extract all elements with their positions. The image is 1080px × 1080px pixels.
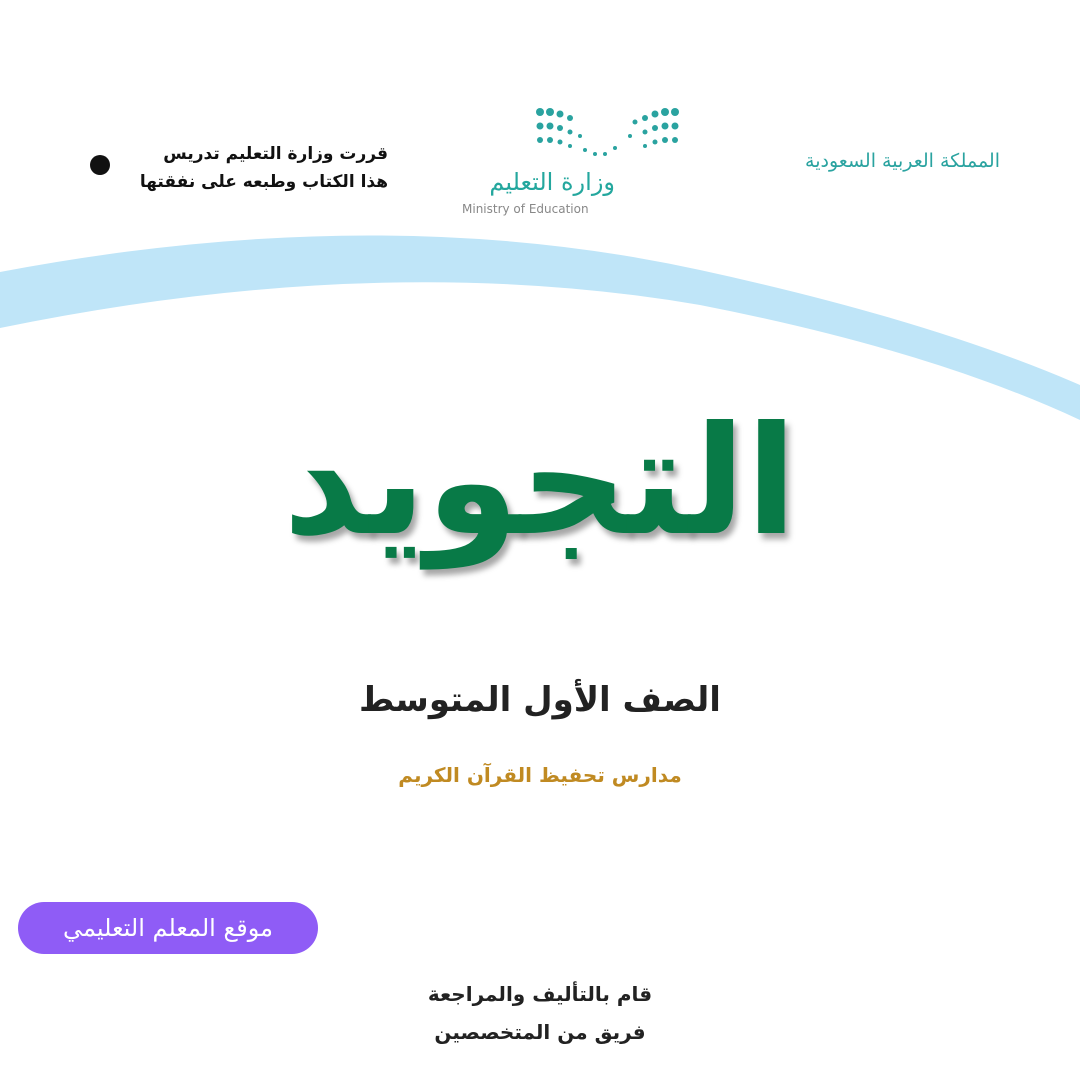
ministry-name-english: Ministry of Education [462, 202, 589, 216]
grade-level: الصف الأول المتوسط [359, 680, 721, 720]
book-title: التجويد [282, 395, 798, 569]
decree-line-2: هذا الكتاب وطبعه على نفقتها [139, 172, 388, 192]
credits [0, 975, 1080, 1051]
credits-line-1: قام بالتأليف والمراجعة [427, 982, 653, 1006]
decree-text [118, 140, 388, 196]
school-type: مدارس تحفيظ القرآن الكريم [398, 763, 682, 787]
bullet-dot [90, 155, 110, 175]
kingdom-name: المملكة العربية السعودية [805, 150, 1000, 172]
website-badge[interactable]: موقع المعلم التعليمي [18, 902, 318, 954]
credits-line-2: فريق من المتخصصين [434, 1020, 646, 1044]
ministry-name-arabic: وزارة التعليم [489, 168, 615, 196]
decree-line-1: قررت وزارة التعليم تدريس [163, 144, 388, 164]
